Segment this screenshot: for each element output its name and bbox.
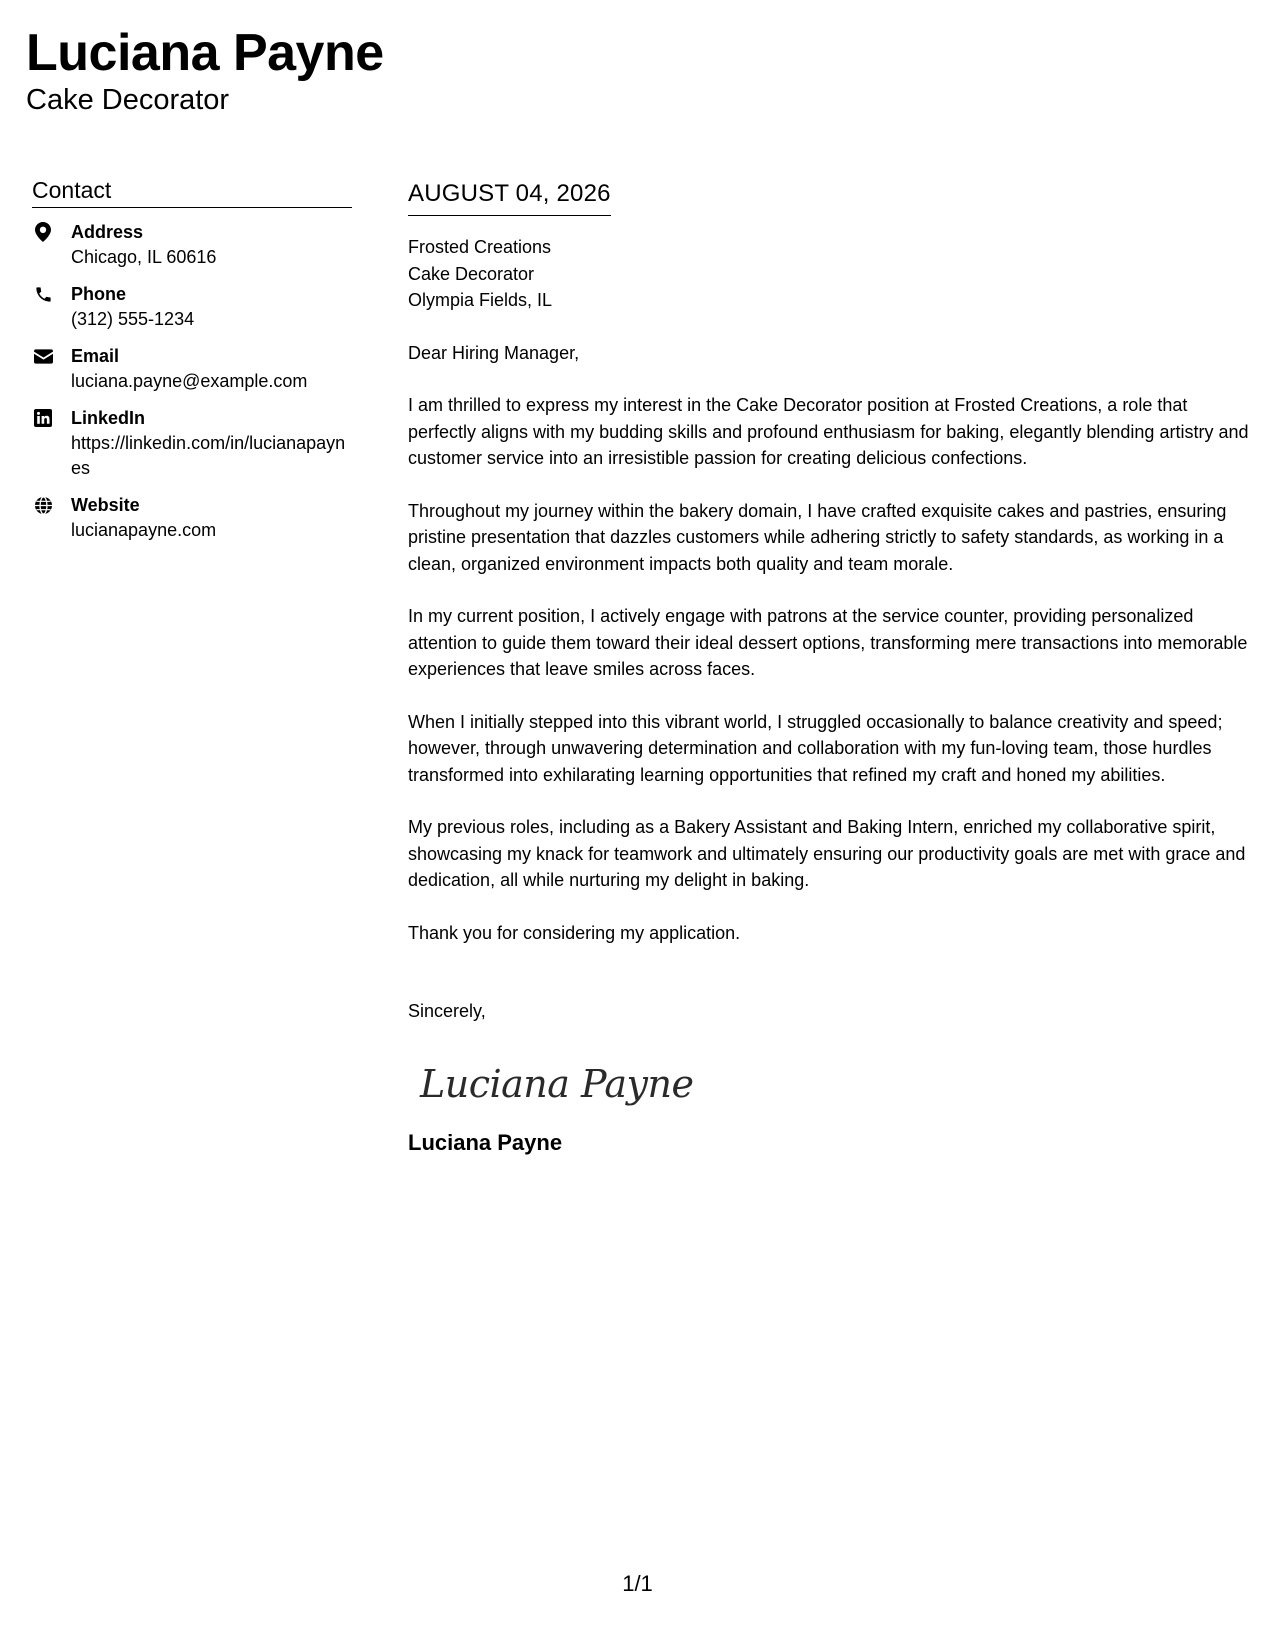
contact-label-website: Website [71,495,140,515]
contact-label-email: Email [71,346,120,366]
handwritten-signature: Luciana Payne [420,1061,694,1106]
globe-icon [32,494,54,516]
contact-sidebar [32,176,352,555]
contact-value-linkedin[interactable]: https://linkedin.com/in/lucianapaynes [71,433,346,478]
map-pin-icon [32,221,54,243]
letter-date: AUGUST 04, 2026 [408,178,611,216]
contact-label-phone: Phone [71,284,127,304]
recipient-block [408,234,1253,314]
contact-value-email[interactable]: luciana.payne@example.com [71,371,308,391]
letter-paragraph: When I initially stepped into this vibrant world, I struggled occasionally to balance creativity and speed; however, through unwavering determination and collaboration with my fun-loving team, those hurdles transformed into exhilarating learning opportunities that refined my craft and honed my abilities. [408,711,1223,785]
signer-name: Luciana Payne [408,1129,563,1155]
contact-item-linkedin [32,406,352,481]
envelope-icon [32,345,54,367]
contact-value-address: Chicago, IL 60616 [71,247,217,267]
contact-item-phone [32,282,352,332]
salutation: Dear Hiring Manager, [408,342,580,363]
phone-icon [32,283,54,305]
applicant-name: Luciana Payne [26,24,384,82]
linkedin-icon [32,407,54,429]
contact-item-address [32,220,352,270]
letter-paragraph: I am thrilled to express my interest in the Cake Decorator position at Frosted Creations, a role that perfectly aligns with my budding skills and profound enthusiasm for baking, elegantly blending artistry and customer service into an irresistible passion for creating delicious confections. [408,395,1249,468]
page-number: 1/1 [622,1571,653,1596]
contact-value-phone: (312) 555-1234 [71,309,195,329]
contact-item-website [32,493,352,543]
cover-letter-body [408,178,1253,1157]
contact-label-address: Address [71,222,144,242]
applicant-job-title: Cake Decorator [26,84,230,116]
recipient-company: Frosted Creations [408,237,552,257]
contact-item-email [32,344,352,394]
contact-heading: Contact [32,176,352,208]
letter-paragraph: Thank you for considering my application. [408,922,741,943]
recipient-position: Cake Decorator [408,263,535,284]
closing: Sincerely, [408,1001,486,1021]
letter-paragraph: My previous roles, including as a Bakery Assistant and Baking Intern, enriched my collaborative spirit, showcasing my knack for teamwork and ultimately ensuring our productivity goals are met with grace and dedication, all while nurturing my delight in baking. [408,817,1246,890]
recipient-location: Olympia Fields, IL [408,290,553,310]
letter-paragraph: Throughout my journey within the bakery domain, I have crafted exquisite cakes and pastries, ensuring pristine presentation that dazzles customers while adhering strictly to safety standards, as working in a clean, organized environment impacts both quality and team morale. [408,500,1227,574]
letter-paragraph: In my current position, I actively engage with patrons at the service counter, providing personalized attention to guide them toward their ideal dessert options, transforming mere transactions into memorable experiences that leave smiles across faces. [408,606,1248,679]
contact-value-website[interactable]: lucianapayne.com [71,520,217,540]
contact-label-linkedin: LinkedIn [71,408,146,428]
